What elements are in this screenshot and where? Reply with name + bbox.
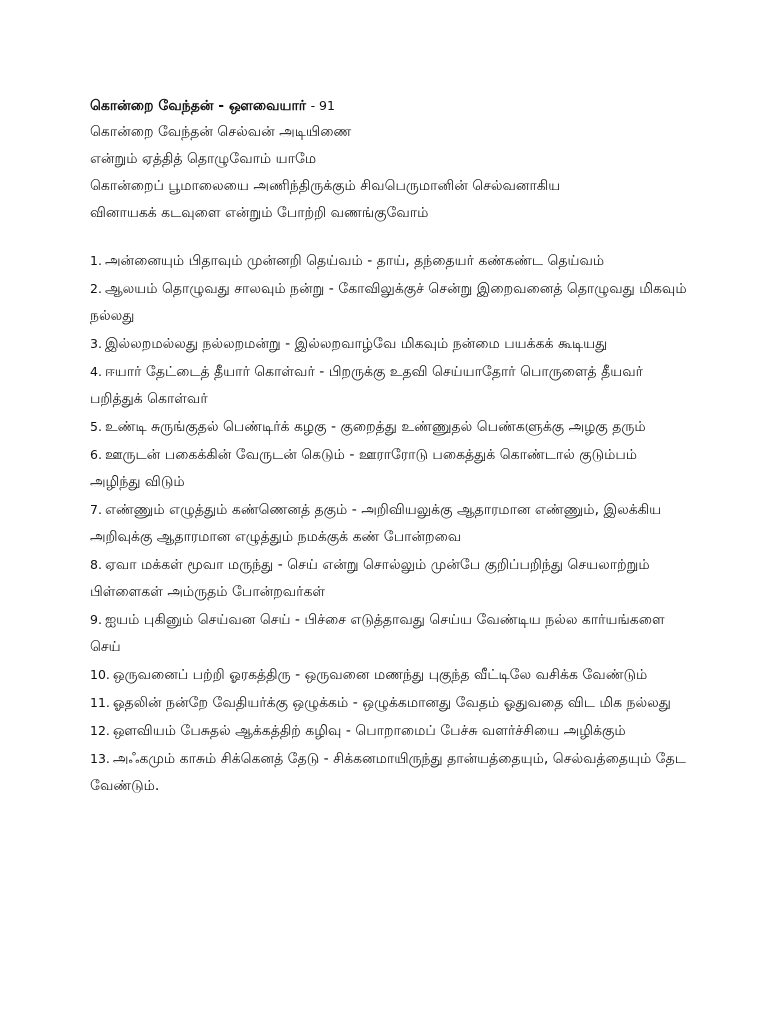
verse-item [90, 661, 690, 689]
verse-number: 10. [90, 667, 110, 682]
verse-number: 5. [90, 419, 102, 434]
document-page [90, 92, 700, 800]
intro-line: வினாயகக் கடவுளை என்றும் போற்றி வணங்குவோம் [90, 205, 429, 221]
verse-text: ஈயார் தேட்டைத் தீயார் கொள்வர் - பிறருக்கு உதவி செய்யாதோர் பொருளைத் தீயவர் பறித்துக் கொள்வர் [90, 364, 643, 407]
verse-item [90, 330, 690, 358]
verse-text: ஓதலின் நன்றே வேதியர்க்கு ஒழுக்கம் - ஒழுக்கமானது வேதம் ஓதுவதை விட மிக நல்லது [112, 695, 671, 711]
intro-line: என்றும் ஏத்தித் தொழுவோம் யாமே [90, 151, 317, 167]
verse-item [90, 496, 690, 551]
verse-item [90, 275, 690, 330]
intro-line: கொன்றை வேந்தன் செல்வன் அடியிணை [90, 124, 352, 140]
verse-number: 1. [90, 253, 102, 268]
verse-text: ஊருடன் பகைக்கின் வேருடன் கெடும் - ஊராரோடு பகைத்துக் கொண்டால் குடும்பம் அழிந்து விடும் [90, 447, 638, 490]
verse-number: 8. [90, 557, 102, 572]
verse-list [90, 247, 700, 800]
document-title [90, 92, 700, 119]
verse-item [90, 358, 690, 413]
verse-item [90, 745, 690, 800]
title-number: - 91 [310, 98, 335, 113]
verse-item [90, 717, 690, 745]
verse-text: அஃகமும் காசும் சிக்கெனத் தேடு - சிக்கனமாயிருந்து தான்யத்தையும், செல்வத்தையும் தேட வேண்டும். [90, 751, 686, 794]
verse-item [90, 606, 690, 661]
verse-item [90, 689, 690, 717]
intro-line: கொன்றைப் பூமாலையை அணிந்திருக்கும் சிவபெருமானின் செல்வனாகிய [90, 178, 561, 194]
verse-number: 4. [90, 364, 102, 379]
verse-text: ஐயம் புகினும் செய்வன செய் - பிச்சை எடுத்தாவது செய்ய வேண்டிய நல்ல கார்யங்களை செய் [90, 612, 665, 655]
verse-item [90, 247, 690, 275]
verse-number: 9. [90, 612, 102, 627]
verse-number: 6. [90, 447, 102, 462]
title-text: கொன்றை வேந்தன் - ஔவையார் [90, 98, 307, 114]
verse-number: 13. [90, 751, 110, 766]
verse-number: 3. [90, 336, 102, 351]
verse-number: 2. [90, 281, 102, 296]
verse-text: ஏவா மக்கள் மூவா மருந்து - செய் என்று சொல்லும் முன்பே குறிப்பறிந்து செயலாற்றும் பிள்ளைகள் அம்ருதம் போன்றவர்கள் [90, 557, 650, 600]
intro-block [90, 119, 700, 227]
verse-number: 7. [90, 502, 102, 517]
verse-item [90, 551, 690, 606]
verse-text: ஆலயம் தொழுவது சாலவும் நன்று - கோவிலுக்குச் சென்று இறைவனைத் தொழுவது மிகவும் நல்லது [90, 281, 687, 324]
verse-text: அன்னையும் பிதாவும் முன்னறி தெய்வம் - தாய், தந்தையர் கண்கண்ட தெய்வம் [104, 253, 605, 269]
verse-text: எண்ணும் எழுத்தும் கண்ணெனத் தகும் - அறிவியலுக்கு ஆதாரமான எண்ணும், இலக்கிய அறிவுக்கு ஆதாரமான எழுத்தும் நமக்குக் கண் போன்றவை [90, 502, 662, 545]
verse-text: இல்லறமல்லது நல்லறமன்று - இல்லறவாழ்வே மிகவும் நன்மை பயக்கக் கூடியது [104, 336, 608, 352]
verse-text: ஒருவனைப் பற்றி ஓரகத்திரு - ஒருவனை மணந்து புகுந்த வீட்டிலே வசிக்க வேண்டும் [112, 667, 648, 683]
verse-text: உண்டி சுருங்குதல் பெண்டிர்க் கழகு - குறைத்து உண்ணுதல் பெண்களுக்கு அழகு தரும் [104, 419, 646, 435]
verse-number: 12. [90, 723, 110, 738]
verse-text: ஔவியம் பேசுதல் ஆக்கத்திற் கழிவு - பொறாமைப் பேச்சு வளர்ச்சியை அழிக்கும் [112, 723, 626, 739]
verse-item [90, 441, 690, 496]
verse-number: 11. [90, 695, 110, 710]
verse-item [90, 413, 690, 441]
